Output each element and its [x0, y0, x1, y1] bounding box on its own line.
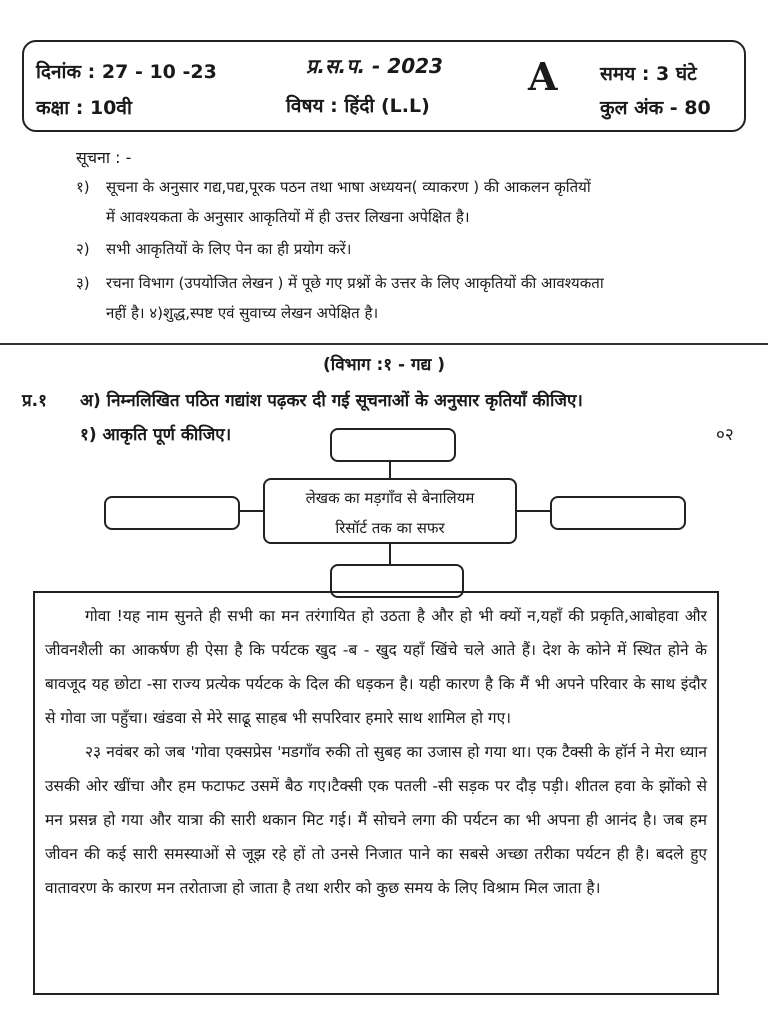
question-number: प्र.१ [22, 391, 47, 411]
diagram-center-box [263, 478, 517, 544]
question-instruction: अ) निम्नलिखित पठित गद्यांश पढ़कर दी गई सूचनाओं के अनुसार कृतियाँ कीजिए। [80, 391, 583, 411]
notice-item-text: सभी आकृतियों के लिए पेन का ही प्रयोग करें। [106, 240, 352, 258]
section-heading: (विभाग :१ - गद्य ) [323, 355, 445, 375]
notice-item-continuation: में आवश्यकता के अनुसार आकृतियों में ही उत्तर लिखना अपेक्षित है। [106, 208, 470, 226]
date-label: दिनांक : 27 - 10 -23 [36, 61, 217, 83]
time-label: समय : 3 घंटे [600, 63, 697, 85]
notice-item-num: ३) [76, 274, 90, 292]
marks-label: कुल अंक - 80 [600, 97, 711, 119]
class-label: कक्षा : 10वी [36, 97, 132, 119]
sub-question: १) आकृति पूर्ण कीजिए। [80, 425, 232, 445]
diagram-center-line: रिसॉर्ट तक का सफर [335, 519, 445, 537]
passage-paragraph: २३ नवंबर को जब 'गोवा एक्सप्रेस 'मडगाँव रुकी तो सुबह का उजास हो गया था। एक टैक्सी के हॉर्न ने मेरा ध्यान उसकी ओर खींचा और हम फटाफट उसमें बैठ गए।टैक्सी एक पतली -सी सड़क पर दौड़ पड़ी। शीतल हवा के झोंको से मन प्रसन्न हो गया और यात्रा की सारी थकान मिट गई। मैं सोचने लगा की पर्यटन का भी अपना ही आनंद है। जब हम जीवन की कई सारी समस्याओं से जूझ रहे हों तो उनसे निजात पाने का सबसे अच्छा तरीका पर्यटन ही है। बदले हुए वातावरण के कारण मन तरोताजा हो जाता है तथा शरीर को कुछ समय के लिए विश्राम मिल जाता है। [45, 743, 707, 897]
section-divider [0, 343, 768, 345]
notice-item [76, 268, 736, 328]
exam-title: प्र.स.प. - 2023 [306, 54, 443, 78]
notice-title: सूचना : - [76, 148, 132, 167]
question-marks: ०२ [716, 425, 734, 445]
connector-bottom [389, 544, 391, 564]
answer-box-right[interactable] [550, 496, 686, 530]
notice-item [76, 234, 736, 264]
notice-item-text: सूचना के अनुसार गद्य,पद्य,पूरक पठन तथा भाषा अध्ययन( व्याकरण ) की आकलन कृतियों [106, 178, 591, 196]
notice-item-continuation: नहीं है। ४)शुद्ध,स्पष्ट एवं सुवाच्य लेखन अपेक्षित है। [106, 304, 379, 322]
connector-left [236, 510, 263, 512]
paper-set: A [528, 54, 558, 99]
passage-paragraph: गोवा !यह नाम सुनते ही सभी का मन तरंगायित हो उठता है और हो भी क्यों न,यहाँ की प्रकृति,आबोहवा और जीवनशैली का आकर्षण ही ऐसा है कि पर्यटक खुद -ब - खुद यहाँ खिंचे चले आते हैं। देश के कोने में स्थित होने के बावजूद यह छोटा -सा राज्य प्रत्येक पर्यटक के दिल की धड़कन है। यही कारण है कि मैं भी अपने परिवार के साथ इंदौर से गोवा जा पहुँचा। खंडवा से मेरे साढू साहब भी सपरिवार हमारे साथ शामिल हो गए। [45, 607, 707, 727]
notice-item-num: १) [76, 178, 90, 196]
diagram-center-line: लेखक का मड़गाँव से बेनालियम [305, 489, 475, 507]
notice-item-text: रचना विभाग (उपयोजित लेखन ) में पूछे गए प्रश्नों के उत्तर के लिए आकृतियों की आवश्यकता [106, 274, 604, 292]
answer-box-left[interactable] [104, 496, 240, 530]
answer-box-top[interactable] [330, 428, 456, 462]
connector-right [517, 510, 550, 512]
reading-passage [33, 591, 719, 995]
subject-label: विषय : हिंदी (L.L) [286, 95, 430, 117]
notice-item-num: २) [76, 240, 90, 258]
notice-item [76, 172, 736, 232]
